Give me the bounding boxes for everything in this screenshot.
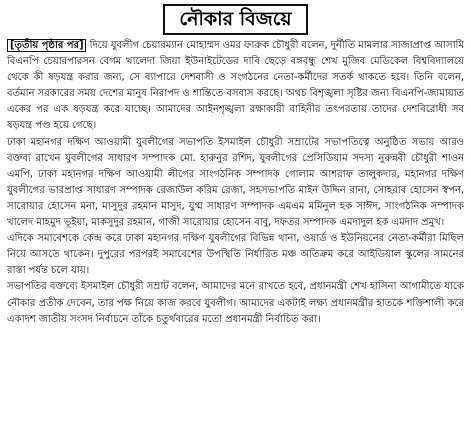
paragraph-4: সভাপতির বক্তব্যে ইসমাইল চৌধুরী সম্রাট বলেন, আমাদের মনে রাখতে হবে, প্রধানমন্ত্রী শেখ হাসিনা আগামীতে যাকে নৌকার প্রতীক দেবেন, তার পক্ষ নিয়ে কাজ করবে যুবলীগ। আমাদের একটাই লক্ষ্য প্রধানমন্ত্রীর হাতকে শক্তিশালী করে একাদশ জাতীয় সংসদ নির্বাচনে তাঁকে চতুর্থবারের মতো প্রধানমন্ত্রী নির্বাচিত করা। xyxy=(7,281,464,325)
paragraph-1-text: দিয়ে যুবলীগ চেয়ারম্যান মোহাম্মদ ওমর ফারুক চৌধুরী বলেন, দুর্নীতি মামলার সাজাপ্রাপ্ত আসামি বিএনপি চেয়ারপারসন বেগম খালেদা জিয়া ইউনাইটেডের দাবি ছেড়ে বঙ্গবন্ধু শেখ মুজিব মেডিকেল বিশ্ববিদ্যালয়ে থেকে কী ষড়যন্ত্র করার জন্য, সে ব্যাপারে দেশবাসী ও সংগঠনের নেতা-কর্মীদের সতর্ক থাকতে হবে। তিনি বলেন, বর্তমান সরকারের সময় দেশের মানুষ নিরাপদ ও শান্তিতে বসবাস করছে। অথচ বিশৃঙ্খলা সৃষ্টির জন্য বিএনপি-জামায়াত একের পর এক ষড়যন্ত্র করে যাচ্ছে। আমাদের আইনশৃঙ্খলা রক্ষাকারী বাহিনীর তৎপরতায় তাদের দেশবিরোধী সব ষড়যন্ত্র পণ্ড হয়ে গেছে। xyxy=(7,40,464,132)
headline-area xyxy=(7,4,464,35)
continued-from-page-ref: [তৃতীয় পৃষ্ঠার পর] xyxy=(7,39,86,52)
headline: নৌকার বিজয়ে xyxy=(163,4,307,35)
article-body xyxy=(7,38,464,328)
paragraph-1 xyxy=(7,38,464,135)
paragraph-2: ঢাকা মহানগর দক্ষিণ আওয়ামী যুবলীগের সভাপতি ইসমাইল চৌধুরী সম্রাটের সভাপতিত্বে অনুষ্ঠিত সভায় আরও বক্তব্য রাখেন যুবলীগের সাধারণ সম্পাদক মো. হারুনুর রশিদ, যুবলীগের প্রেসিডিয়াম সদস্য নুরুন্নবী চৌধুরী শাওন এমপি, ঢাকা মহানগর দক্ষিণ আওয়ামী লীগের সাংগঠনিক সম্পাদক গোলাম আশরাফ তালুকদার, মহানগর দক্ষিণ যুবলীগের ভারপ্রাপ্ত সাধারণ সম্পাদক রেজাউল করিম রেজা, সহসভাপতি মাইন উদ্দিন রানা, সোহরাব হোসেন স্বপন, সারোয়ার হোসেন মনা, মাসুদুর রহমান মাসুদ, যুগ্ম সাধারণ সম্পাদক এমএম মমিনুল হক সাঈদ, সাংগঠনিক সম্পাদক খালেদ মাহমুদ ভূইয়া, মাকসুদুর রহমান, গাজী সারোয়ার হোসেন বাবু, দফতর সম্পাদক এমদাদুল হক এমদাদ প্রমুখ। xyxy=(7,136,464,229)
paragraph-3: এদিকে সমাবেশকে কেন্দ্র করে ঢাকা মহানগর দক্ষিণ যুবলীগের বিভিন্ন থানা, ওয়ার্ড ও ইউনিয়নের নেতা-কর্মীরা মিছিল নিয়ে আসতে থাকেন। দুপুরের পরপরই সমাবেশের উপস্থিতি নির্ধারিত মঞ্চ অতিক্রম করে আইডিয়াল স্কুলের সামনের রাস্তা পর্যন্ত চলে যায়। xyxy=(7,233,464,277)
